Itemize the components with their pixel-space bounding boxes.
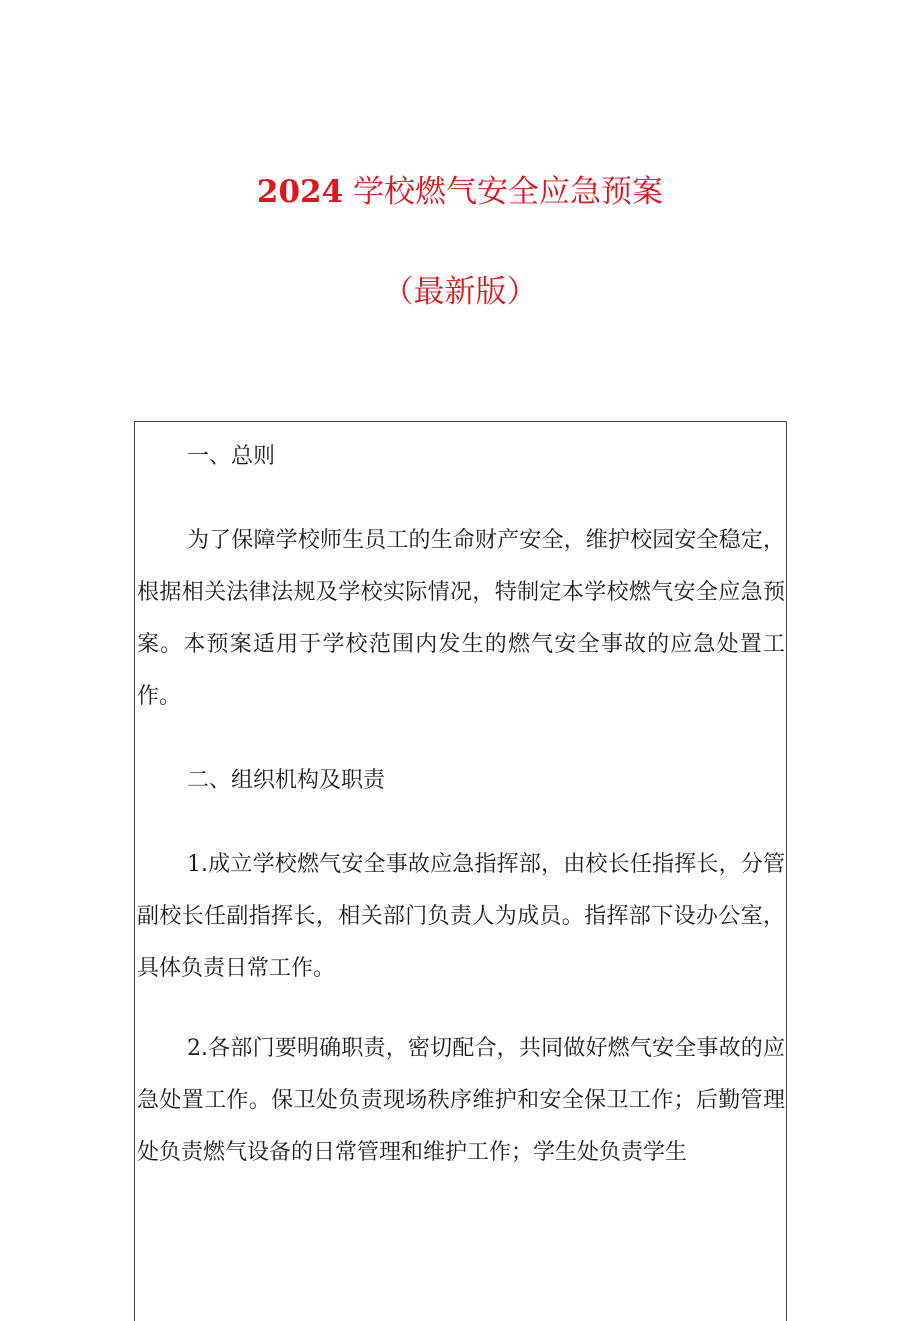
document-title <box>0 166 920 211</box>
content-frame <box>134 421 787 1321</box>
paragraph-general: 为了保障学校师生员工的生命财产安全，维护校园安全稳定，根据相关法律法规及学校实际情况，特制定本学校燃气安全应急预案。本预案适用于学校范围内发生的燃气安全事故的应急处置工作。 <box>137 528 785 709</box>
title-text: 学校燃气安全应急预案 <box>353 174 664 210</box>
document-subtitle: （最新版） <box>382 274 538 310</box>
content-body <box>137 435 785 1179</box>
section-heading-general: 一、总则 <box>187 444 276 469</box>
item-1-text: .成立学校燃气安全事故应急指挥部，由校长任指挥长，分管副校长任副指挥长，相关部门负责人为成员。指挥部下设办公室，具体负责日常工作。 <box>137 852 785 981</box>
paragraph-item-1 <box>137 839 785 995</box>
title-year: 2024 <box>256 174 344 210</box>
paragraph-item-2 <box>137 1023 785 1179</box>
section-heading-organization: 二、组织机构及职责 <box>187 768 386 793</box>
item-2-text: .各部门要明确职责，密切配合，共同做好燃气安全事故的应急处置工作。保卫处负责现场秩序维护和安全保卫工作；后勤管理处负责燃气设备的日常管理和维护工作；学生处负责学生 <box>137 1036 785 1165</box>
item-2-number: 2 <box>187 1036 201 1061</box>
item-1-number: 1 <box>187 852 201 877</box>
